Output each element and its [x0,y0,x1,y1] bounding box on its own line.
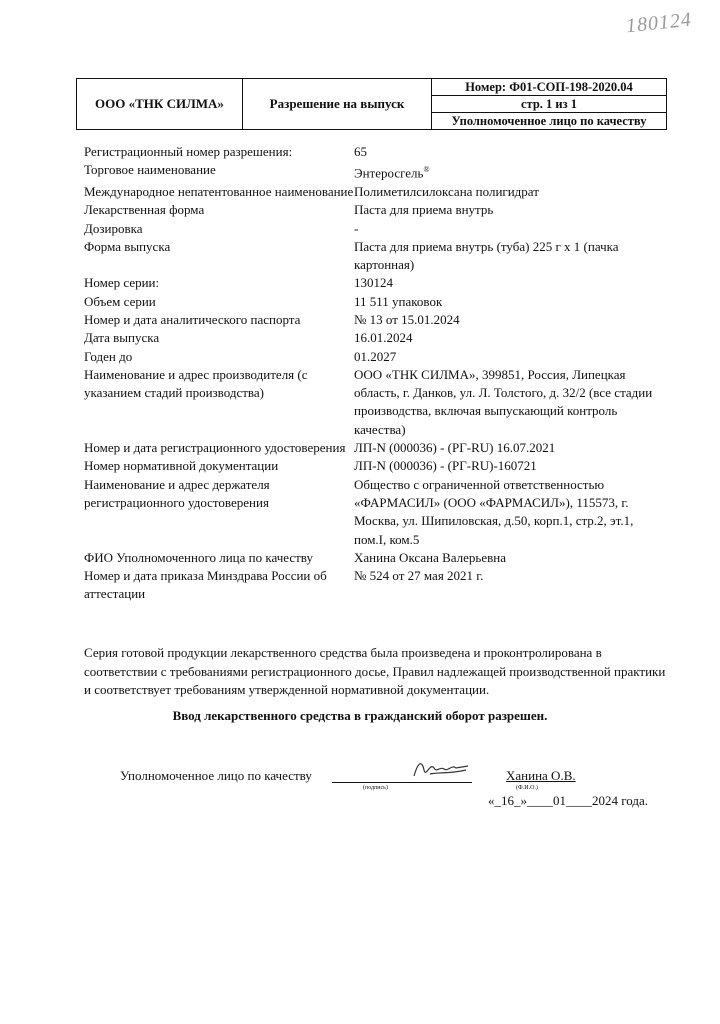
field-label: Торговое наименование [84,162,216,178]
handwritten-note: 180124 [624,8,693,38]
page-number: стр. 1 из 1 [432,96,667,113]
field-value: 130124 [354,275,393,291]
field-row [84,143,664,161]
field-value [354,161,664,183]
field-label: Регистрационный номер разрешения: [84,144,293,159]
responsible-person: Уполномоченное лицо по качеству [432,113,667,130]
compliance-paragraph: Серия готовой продукции лекарственного средства была произведена и проконтролирована в соответствии с требованиями регистрационного досье, Правил надлежащей производственной практики и соответствует требованиям утвержденной нормативной документации. [84,645,666,697]
signature-scribble [410,756,472,784]
field-label: Международное непатентованное наименование [84,183,354,199]
field-value: 65 [354,144,367,159]
field-row [84,201,664,219]
field-value: Паста для приема внутрь [354,202,494,218]
field-label: Лекарственная форма [84,202,205,218]
field-value: ЛП-N (000036) - (РГ-RU) 16.07.2021 [354,440,556,456]
registered-mark: ® [423,165,430,175]
field-row [84,476,664,549]
field-row [84,274,664,292]
document-title: Разрешение на выпуск [243,79,432,130]
field-row [84,567,664,604]
field-label: Номер нормативной документации [84,458,279,474]
field-value: 01.2027 [354,348,397,364]
signature-hint: (подпись) [363,785,388,791]
field-row [84,183,664,201]
document-number: Номер: Ф01-СОП-198-2020.04 [432,79,667,96]
field-row [84,220,664,238]
fio-hint: (Ф.И.О.) [516,785,538,791]
company-name: ООО «ТНК СИЛМА» [77,79,243,130]
field-label: Объем серии [84,293,156,309]
field-label: Номер и дата регистрационного удостоверения [84,440,346,456]
field-value: Общество с ограниченной ответственностью «ФАРМАСИЛ» (ООО «ФАРМАСИЛ»), 115573, г. Москва, ул. Шипиловская, д.50, корп.1, стр.2, эт.1, пом.I, ком.5 [354,476,634,547]
signer-fio: Ханина О.В. [506,768,576,783]
trade-name: Энтеросгель [354,165,424,181]
field-row [84,457,664,475]
field-label: Дата выпуска [84,330,160,346]
signature-date: «_16_»____01____2024 года. [488,793,649,808]
field-value: 16.01.2024 [354,330,413,346]
field-row [84,549,664,567]
signature-label: Уполномоченное лицо по качеству [120,768,312,783]
field-label: Дозировка [84,220,143,236]
document-header [76,78,667,130]
field-row [84,161,664,183]
release-conclusion: Ввод лекарственного средства в гражданский оборот разрешен. [172,708,548,723]
field-value: Паста для приема внутрь (туба) 225 г x 1 (пачка картонная) [354,238,619,273]
field-row [84,311,664,329]
field-row [84,238,664,275]
field-row [84,366,664,439]
field-value: № 13 от 15.01.2024 [354,312,460,327]
field-label: Номер и дата аналитического паспорта [84,312,301,327]
field-value: - [354,220,359,236]
field-label: Наименование и адрес держателя регистрационного удостоверения [84,476,270,510]
field-row [84,439,664,457]
field-row [84,329,664,347]
field-value: ЛП-N (000036) - (РГ-RU)-160721 [354,458,537,474]
field-row [84,348,664,366]
field-value: ООО «ТНК СИЛМА», 399851, Россия, Липецкая область, г. Данков, ул. Л. Толстого, д. 32/2 (все стадии производства, включая выпускающий контроль качества) [354,366,653,437]
field-label: Годен до [84,348,133,364]
field-value: 11 511 упаковок [354,293,443,309]
field-value: Ханина Оксана Валерьевна [354,549,506,565]
field-label: Наименование и адрес производителя (с указанием стадий производства) [84,366,308,401]
field-row [84,293,664,311]
field-label: Номер серии: [84,275,160,291]
field-label: Форма выпуска [84,238,171,254]
field-label: ФИО Уполномоченного лица по качеству [84,549,313,565]
field-label: Номер и дата приказа Минздрава России об аттестации [84,568,327,602]
fields-list [84,143,664,604]
field-value: Полиметилсилоксана полигидрат [354,183,539,199]
field-value: № 524 от 27 мая 2021 г. [354,568,484,584]
